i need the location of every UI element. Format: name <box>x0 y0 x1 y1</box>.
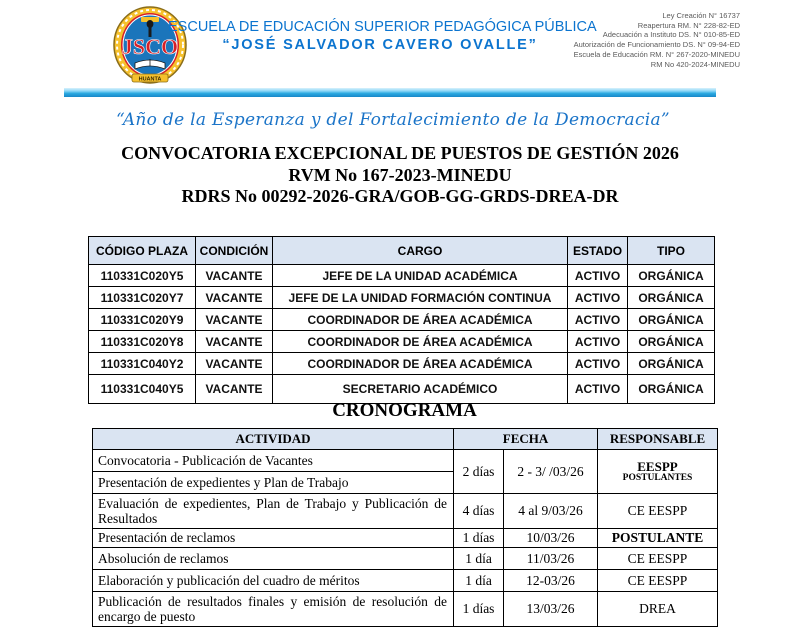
cell-cargo: COORDINADOR DE ÁREA ACADÉMICA <box>273 353 568 375</box>
legal-line: Autorización de Funcionamiento DS. N° 09-94-ED <box>573 40 740 50</box>
cell-actividad: Convocatoria - Publicación de Vacantes <box>93 450 454 472</box>
cell-responsable: POSTULANTE <box>598 529 718 548</box>
responsable-primary: EESPP <box>637 458 678 474</box>
cell-duracion: 1 días <box>454 529 504 548</box>
cell-tipo: ORGÁNICA <box>628 331 715 353</box>
table-row <box>93 570 718 592</box>
cell-duracion: 4 días <box>454 494 504 529</box>
cronograma-heading: CRONOGRAMA <box>332 400 477 421</box>
institution-line1: ESCUELA DE EDUCACIÓN SUPERIOR PEDAGÓGICA PÚBLICA <box>168 19 597 35</box>
title-line2: RVM No 167-2023-MINEDU <box>288 164 512 185</box>
institution-line2: “JOSÉ SALVADOR CAVERO OVALLE” <box>222 37 538 53</box>
legal-line: Adecuación a Instituto DS. N° 010-85-ED <box>602 30 740 40</box>
cell-actividad: Absolución de reclamos <box>93 548 454 570</box>
cell-condicion: VACANTE <box>196 353 273 375</box>
cell-condicion: VACANTE <box>196 287 273 309</box>
year-motto: “Año de la Esperanza y del Fortalecimiento de la Democracia” <box>116 110 670 130</box>
cell-estado: ACTIVO <box>568 309 628 331</box>
title-line3: RDRS No 00292-2026-GRA/GOB-GG-GRDS-DREA-DR <box>181 186 619 206</box>
cell-codigo: 110331C020Y5 <box>89 265 196 287</box>
cell-actividad: Elaboración y publicación del cuadro de méritos <box>93 570 454 592</box>
cell-duracion: 1 día <box>454 548 504 570</box>
document-title <box>0 143 786 208</box>
cell-actividad: Evaluación de expedientes, Plan de Trabajo y Publicación de Resultados <box>93 494 454 529</box>
cell-estado: ACTIVO <box>568 331 628 353</box>
col-header-codigo-plaza: CÓDIGO PLAZA <box>89 237 196 265</box>
table-row <box>89 309 715 331</box>
cell-duracion: 1 día <box>454 570 504 592</box>
table-row <box>93 548 718 570</box>
cell-codigo: 110331C040Y2 <box>89 353 196 375</box>
cell-fecha: 2 - 3/ /03/26 <box>504 450 598 494</box>
cell-estado: ACTIVO <box>568 353 628 375</box>
table-row <box>89 265 715 287</box>
legal-line: Reapertura RM. N° 228-82-ED <box>637 20 740 30</box>
cell-responsable: CE EESPP <box>598 494 718 529</box>
cell-condicion: VACANTE <box>196 309 273 331</box>
table-row <box>89 331 715 353</box>
cell-codigo: 110331C020Y9 <box>89 309 196 331</box>
table-row <box>93 494 718 529</box>
logo-acronym: JSCO <box>121 34 179 59</box>
legal-line: Escuela de Educación RM. N° 267-2020-MINEDU <box>573 49 740 59</box>
responsable-secondary: POSTULANTES <box>622 472 693 483</box>
col-header-cargo: CARGO <box>273 237 568 265</box>
legal-line: RM No 420-2024-MINEDU <box>650 59 740 69</box>
table-row <box>89 287 715 309</box>
legal-line: Ley Creación N° 16737 <box>662 11 740 20</box>
cell-cargo: COORDINADOR DE ÁREA ACADÉMICA <box>273 309 568 331</box>
cell-cargo: JEFE DE LA UNIDAD FORMACIÓN CONTINUA <box>273 287 568 309</box>
vacancies-table <box>88 236 715 404</box>
logo-banner-text: HUANTA <box>138 76 162 83</box>
cell-responsable: CE EESPP <box>598 570 718 592</box>
cronograma-table <box>92 428 718 627</box>
col-header-estado: ESTADO <box>568 237 628 265</box>
cell-cargo: COORDINADOR DE ÁREA ACADÉMICA <box>273 331 568 353</box>
cell-fecha: 12-03/26 <box>504 570 598 592</box>
table-row <box>93 529 718 548</box>
cell-actividad: Presentación de expedientes y Plan de Trabajo <box>93 472 454 494</box>
cell-duracion: 2 días <box>454 450 504 494</box>
cell-tipo: ORGÁNICA <box>628 309 715 331</box>
legal-registry-block <box>470 11 740 69</box>
col-header-actividad: ACTIVIDAD <box>93 429 454 450</box>
table-row <box>93 592 718 627</box>
cronograma-header-row <box>93 429 718 450</box>
title-line1: CONVOCATORIA EXCEPCIONAL DE PUESTOS DE GESTIÓN 2026 <box>121 143 679 163</box>
cell-estado: ACTIVO <box>568 265 628 287</box>
cell-fecha: 4 al 9/03/26 <box>504 494 598 529</box>
cell-tipo: ORGÁNICA <box>628 287 715 309</box>
col-header-responsable: RESPONSABLE <box>598 429 718 450</box>
cell-codigo: 110331C040Y5 <box>89 375 196 404</box>
cell-responsable: DREA <box>598 592 718 627</box>
cell-responsable <box>598 450 718 494</box>
cell-estado: ACTIVO <box>568 375 628 404</box>
cell-condicion: VACANTE <box>196 331 273 353</box>
cell-actividad: Publicación de resultados finales y emisión de resolución de encargo de puesto <box>93 592 454 627</box>
cell-codigo: 110331C020Y7 <box>89 287 196 309</box>
col-header-condicion: CONDICIÓN <box>196 237 273 265</box>
cell-condicion: VACANTE <box>196 375 273 404</box>
cell-fecha: 13/03/26 <box>504 592 598 627</box>
cell-responsable: CE EESPP <box>598 548 718 570</box>
cell-tipo: ORGÁNICA <box>628 375 715 404</box>
cell-fecha: 10/03/26 <box>504 529 598 548</box>
cell-fecha: 11/03/26 <box>504 548 598 570</box>
cell-tipo: ORGÁNICA <box>628 265 715 287</box>
cell-tipo: ORGÁNICA <box>628 353 715 375</box>
cell-condicion: VACANTE <box>196 265 273 287</box>
cell-cargo: JEFE DE LA UNIDAD ACADÉMICA <box>273 265 568 287</box>
cell-cargo: SECRETARIO ACADÉMICO <box>273 375 568 404</box>
col-header-fecha: FECHA <box>454 429 598 450</box>
cell-codigo: 110331C020Y8 <box>89 331 196 353</box>
table-row <box>89 353 715 375</box>
cell-estado: ACTIVO <box>568 287 628 309</box>
vacancies-header-row <box>89 237 715 265</box>
table-row <box>93 450 718 472</box>
cell-duracion: 1 días <box>454 592 504 627</box>
col-header-tipo: TIPO <box>628 237 715 265</box>
header-divider-band <box>64 88 716 97</box>
cell-actividad: Presentación de reclamos <box>93 529 454 548</box>
